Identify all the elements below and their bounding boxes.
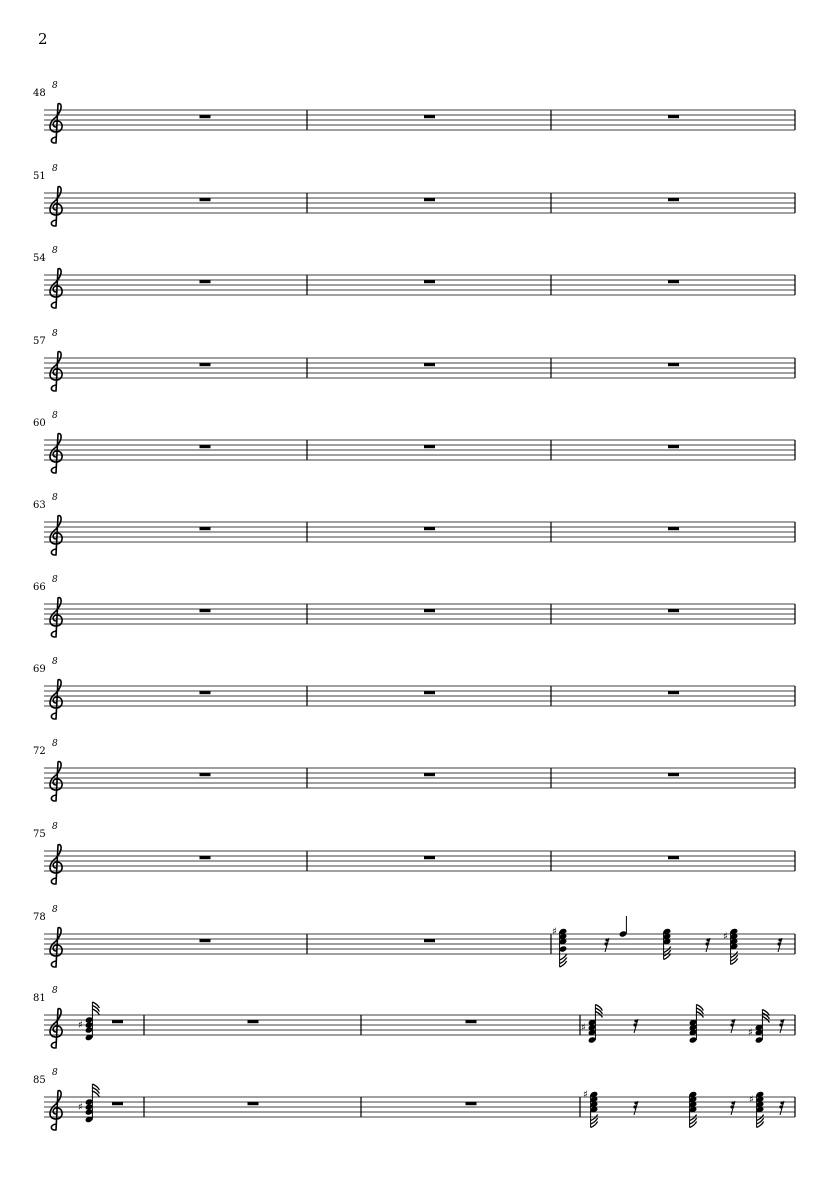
treble-clef-icon <box>50 434 62 473</box>
whole-rest <box>466 1020 477 1023</box>
chord <box>749 1091 764 1128</box>
whole-rest <box>668 609 679 612</box>
octave-mark: 8 <box>52 657 58 667</box>
whole-rest <box>424 856 435 859</box>
measure-number: 66 <box>33 582 46 593</box>
staff-system <box>0 163 835 243</box>
octave-mark: 8 <box>52 739 58 749</box>
staff <box>0 574 835 654</box>
whole-rest <box>668 691 679 694</box>
whole-rest <box>112 1020 123 1023</box>
sixteenth-rest <box>705 938 710 952</box>
measure-number: 51 <box>33 171 46 182</box>
sixteenth-rest <box>779 1019 784 1033</box>
chord <box>552 927 567 968</box>
svg-text:♯: ♯ <box>581 1022 586 1034</box>
octave-mark: 8 <box>52 81 58 91</box>
measure-number: 75 <box>33 829 46 840</box>
octave-mark: 8 <box>52 1068 58 1078</box>
staff-system <box>0 904 835 984</box>
treble-clef-icon <box>50 1091 62 1130</box>
octave-mark: 8 <box>52 575 58 585</box>
whole-rest <box>424 939 435 942</box>
whole-rest <box>200 280 211 283</box>
staff <box>0 80 835 160</box>
octave-mark: 8 <box>52 164 58 174</box>
page-number: 2 <box>38 30 48 48</box>
octave-mark: 8 <box>52 905 58 915</box>
staff-system <box>0 1067 835 1147</box>
whole-rest <box>200 691 211 694</box>
staff <box>0 1067 835 1147</box>
measure-number: 48 <box>33 88 46 99</box>
whole-rest <box>424 115 435 118</box>
treble-clef-icon <box>50 598 62 637</box>
measure-number: 60 <box>33 418 46 429</box>
whole-rest <box>424 198 435 201</box>
staff-system <box>0 656 835 736</box>
octave-mark: 8 <box>52 822 58 832</box>
staff-system <box>0 574 835 654</box>
whole-rest <box>200 856 211 859</box>
staff <box>0 656 835 736</box>
staff-system <box>0 410 835 490</box>
measure-number: 72 <box>33 746 46 757</box>
sixteenth-rest <box>730 1019 735 1033</box>
whole-rest <box>424 280 435 283</box>
staff <box>0 410 835 490</box>
staff <box>0 985 835 1065</box>
whole-rest <box>200 939 211 942</box>
whole-rest <box>668 445 679 448</box>
staff-system <box>0 492 835 572</box>
whole-rest <box>200 445 211 448</box>
staff-system <box>0 245 835 325</box>
measure-number: 57 <box>33 336 46 347</box>
whole-rest <box>668 198 679 201</box>
whole-rest <box>200 363 211 366</box>
staff <box>0 821 835 901</box>
staff <box>0 492 835 572</box>
sixteenth-rest <box>633 1101 638 1115</box>
staff-system <box>0 80 835 160</box>
chord <box>723 928 738 965</box>
whole-rest <box>248 1020 259 1023</box>
svg-text:♯: ♯ <box>78 1020 83 1031</box>
measure-number: 78 <box>33 912 46 923</box>
whole-rest <box>424 445 435 448</box>
measure-number: 85 <box>33 1075 46 1086</box>
measure-number: 54 <box>33 253 46 264</box>
svg-text:♯: ♯ <box>723 931 728 943</box>
whole-rest <box>668 115 679 118</box>
whole-rest <box>200 773 211 776</box>
octave-mark: 8 <box>52 329 58 339</box>
whole-rest <box>200 198 211 201</box>
treble-clef-icon <box>50 104 62 143</box>
whole-rest <box>424 691 435 694</box>
measure-number: 69 <box>33 664 46 675</box>
whole-rest <box>424 609 435 612</box>
whole-rest <box>424 527 435 530</box>
whole-rest <box>668 856 679 859</box>
svg-text:♯: ♯ <box>552 926 557 938</box>
whole-rest <box>668 527 679 530</box>
whole-rest <box>424 773 435 776</box>
staff-system <box>0 985 835 1065</box>
chord <box>689 1005 704 1044</box>
whole-rest <box>668 773 679 776</box>
whole-rest <box>200 609 211 612</box>
sixteenth-rest <box>730 1101 735 1115</box>
octave-mark: 8 <box>52 986 58 996</box>
treble-clef-icon <box>50 352 62 391</box>
staff-system <box>0 328 835 408</box>
staff <box>0 738 835 818</box>
staff <box>0 245 835 325</box>
treble-clef-icon <box>50 269 62 308</box>
measure-number: 63 <box>33 500 46 511</box>
treble-clef-icon <box>50 516 62 555</box>
sixteenth-rest <box>604 938 609 952</box>
treble-clef-icon <box>50 680 62 719</box>
staff-system <box>0 738 835 818</box>
treble-clef-icon <box>50 762 62 801</box>
octave-mark: 8 <box>52 246 58 256</box>
sixteenth-rest <box>777 938 782 952</box>
whole-rest <box>668 280 679 283</box>
treble-clef-icon <box>50 187 62 226</box>
staff <box>0 163 835 243</box>
sixteenth-rest <box>779 1101 784 1115</box>
treble-clef-icon <box>50 928 62 967</box>
svg-text:♯: ♯ <box>78 1102 83 1113</box>
whole-rest <box>200 115 211 118</box>
sixteenth-rest <box>633 1019 638 1033</box>
octave-mark: 8 <box>52 493 58 503</box>
note <box>619 916 628 938</box>
whole-rest <box>668 363 679 366</box>
octave-mark: 8 <box>52 411 58 421</box>
staff <box>0 904 835 984</box>
chord <box>581 1005 602 1044</box>
chord <box>689 1091 698 1128</box>
chord <box>583 1090 598 1128</box>
measure-number: 81 <box>33 993 46 1004</box>
svg-text:♯: ♯ <box>583 1089 588 1101</box>
staff <box>0 328 835 408</box>
whole-rest <box>466 1102 477 1105</box>
svg-text:♯: ♯ <box>749 1094 754 1106</box>
treble-clef-icon <box>50 845 62 884</box>
whole-rest <box>200 527 211 530</box>
treble-clef-icon <box>50 1009 62 1048</box>
svg-text:♯: ♯ <box>748 1027 753 1039</box>
whole-rest <box>424 363 435 366</box>
staff-system <box>0 821 835 901</box>
whole-rest <box>112 1102 123 1105</box>
whole-rest <box>248 1102 259 1105</box>
